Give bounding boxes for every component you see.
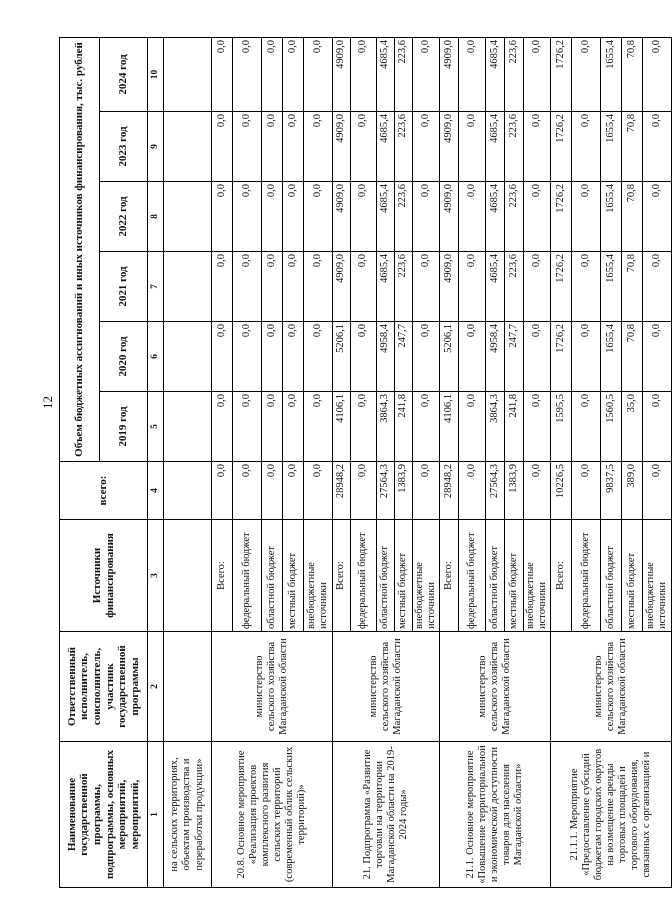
- column-number: 6: [148, 322, 164, 392]
- year-value-cell: 0,0: [643, 37, 672, 111]
- source-cell: федеральный бюджет: [459, 520, 486, 632]
- year-value-cell: 0,0: [413, 322, 440, 392]
- year-value-cell: 0,0: [459, 322, 486, 392]
- source-cell: местный бюджет: [283, 520, 304, 632]
- source-cell: федеральный бюджет: [572, 520, 601, 632]
- year-value-cell: 0,0: [524, 112, 551, 182]
- table-row: [440, 37, 459, 887]
- total-cell: 28948,2: [440, 462, 459, 520]
- year-value-cell: 0,0: [212, 112, 233, 182]
- year-value-cell: 0,0: [413, 37, 440, 111]
- year-value-cell: 4685,4: [486, 112, 505, 182]
- year-value-cell: 0,0: [304, 252, 333, 322]
- year-value-cell: 0,0: [643, 252, 672, 322]
- year-value-cell: 223,6: [505, 182, 524, 252]
- source-cell: областной бюджет: [486, 520, 505, 632]
- year-value-cell: 0,0: [233, 37, 262, 111]
- year-value-cell: 223,6: [505, 37, 524, 111]
- executor-cell: министерство сельского хозяйства Магаданской области: [551, 632, 672, 742]
- table-row: [164, 37, 212, 887]
- column-number: 2: [148, 632, 164, 742]
- year-value-cell: 5206,1: [440, 322, 459, 392]
- table-row: [333, 37, 351, 887]
- year-value-cell: 0,0: [233, 252, 262, 322]
- program-name-cell: 20.8. Основное мероприятие «Реализация проектов комплексного развития сельских территорий (современный облик сельских территорий)»: [212, 742, 333, 888]
- year-value-cell: 4685,4: [486, 182, 505, 252]
- year-value-cell: 3864,3: [486, 392, 505, 462]
- year-value-cell: 0,0: [643, 322, 672, 392]
- total-cell: 0,0: [304, 462, 333, 520]
- year-value-cell: 223,6: [395, 37, 413, 111]
- year-value-cell: 0,0: [212, 322, 233, 392]
- column-number: 7: [148, 252, 164, 322]
- year-value-cell: 0,0: [233, 322, 262, 392]
- header-year: 2024 год: [100, 37, 148, 111]
- year-value-cell: 0,0: [262, 392, 283, 462]
- table-body: [164, 37, 672, 887]
- year-value-cell: 0,0: [459, 392, 486, 462]
- header-year: 2021 год: [100, 252, 148, 322]
- year-value-cell: 0,0: [524, 37, 551, 111]
- year-value-cell: 4685,4: [377, 112, 395, 182]
- year-value-cell: 0,0: [283, 37, 304, 111]
- year-value-cell: 70,8: [622, 37, 643, 111]
- total-cell: 28948,2: [333, 462, 351, 520]
- year-value-cell: 4909,0: [333, 182, 351, 252]
- year-value-cell: 70,8: [622, 252, 643, 322]
- year-value-cell: 0,0: [643, 112, 672, 182]
- year-value-cell: 1726,2: [551, 112, 572, 182]
- year-value-cell: 4106,1: [333, 392, 351, 462]
- year-value-cell: 0,0: [283, 392, 304, 462]
- header-year: 2020 год: [100, 322, 148, 392]
- year-value-cell: 1560,5: [601, 392, 622, 462]
- year-value-cell: 0,0: [351, 322, 377, 392]
- executor-cell: [164, 632, 212, 742]
- header-year: 2022 год: [100, 182, 148, 252]
- year-value-cell: 0,0: [262, 112, 283, 182]
- year-value-cell: 0,0: [262, 182, 283, 252]
- year-value-cell: 0,0: [351, 112, 377, 182]
- year-value-cell: 4909,0: [333, 112, 351, 182]
- year-value-cell: 247,7: [505, 322, 524, 392]
- year-value-cell: 0,0: [413, 112, 440, 182]
- year-value-cell: 0,0: [572, 37, 601, 111]
- executor-cell: министерство сельского хозяйства Магаданской области: [212, 632, 333, 742]
- year-value-cell: 0,0: [212, 37, 233, 111]
- year-value-cell: 70,8: [622, 112, 643, 182]
- year-value-cell: 0,0: [572, 392, 601, 462]
- year-value-cell: 0,0: [304, 112, 333, 182]
- year-value-cell: 1655,4: [601, 252, 622, 322]
- column-number: 8: [148, 182, 164, 252]
- year-value-cell: 223,6: [395, 112, 413, 182]
- total-cell: 0,0: [524, 462, 551, 520]
- year-value-cell: 4685,4: [377, 37, 395, 111]
- total-cell: 0,0: [262, 462, 283, 520]
- year-value-cell: 0,0: [212, 182, 233, 252]
- year-value-cell: 4106,1: [440, 392, 459, 462]
- year-value-cell: 0,0: [413, 252, 440, 322]
- year-value-cell: 0,0: [572, 112, 601, 182]
- table-row: [551, 37, 572, 887]
- table-row: [212, 37, 233, 887]
- year-value-cell: 4685,4: [377, 252, 395, 322]
- year-value-cell: 0,0: [524, 322, 551, 392]
- year-value-cell: 4909,0: [440, 37, 459, 111]
- year-value-cell: 4685,4: [486, 37, 505, 111]
- source-cell: Всего:: [333, 520, 351, 632]
- total-cell: 0,0: [351, 462, 377, 520]
- year-value-cell: 35,0: [622, 392, 643, 462]
- header-year: 2023 год: [100, 112, 148, 182]
- year-value-cell: 0,0: [283, 112, 304, 182]
- year-value-cell: 0,0: [212, 252, 233, 322]
- year-value-cell: [164, 182, 212, 252]
- year-value-cell: 1655,4: [601, 182, 622, 252]
- column-number: 1: [148, 742, 164, 888]
- year-value-cell: 0,0: [233, 112, 262, 182]
- source-cell: областной бюджет: [262, 520, 283, 632]
- year-value-cell: 0,0: [351, 392, 377, 462]
- year-value-cell: 1726,2: [551, 37, 572, 111]
- year-value-cell: 1726,2: [551, 182, 572, 252]
- year-value-cell: 223,6: [505, 112, 524, 182]
- source-cell: Всего:: [440, 520, 459, 632]
- year-value-cell: 4958,4: [486, 322, 505, 392]
- year-value-cell: 0,0: [524, 182, 551, 252]
- source-cell: Всего:: [551, 520, 572, 632]
- year-value-cell: 0,0: [351, 252, 377, 322]
- column-number: 9: [148, 112, 164, 182]
- header-total: всего:: [60, 462, 148, 520]
- year-value-cell: 4909,0: [440, 182, 459, 252]
- year-value-cell: 0,0: [283, 322, 304, 392]
- total-cell: 1383,9: [505, 462, 524, 520]
- year-value-cell: 4685,4: [486, 252, 505, 322]
- year-value-cell: 0,0: [413, 182, 440, 252]
- year-value-cell: 241,8: [395, 392, 413, 462]
- program-name-cell: на сельских территориях, объектам производства и переработки продукции»: [164, 742, 212, 888]
- column-number: 4: [148, 462, 164, 520]
- total-cell: 0,0: [233, 462, 262, 520]
- year-value-cell: 0,0: [304, 37, 333, 111]
- source-cell: местный бюджет: [395, 520, 413, 632]
- year-value-cell: [164, 322, 212, 392]
- header-funding: Объем бюджетных ассигнований и иных источников финансирования, тыс. рублей: [60, 37, 100, 461]
- page-number: 12: [40, 396, 55, 409]
- total-cell: 0,0: [413, 462, 440, 520]
- year-value-cell: 223,6: [505, 252, 524, 322]
- year-value-cell: 3864,3: [377, 392, 395, 462]
- year-value-cell: 1655,4: [601, 112, 622, 182]
- year-value-cell: 0,0: [459, 182, 486, 252]
- year-value-cell: 0,0: [351, 182, 377, 252]
- year-value-cell: 1726,2: [551, 252, 572, 322]
- year-value-cell: 0,0: [262, 37, 283, 111]
- total-cell: 27564,3: [377, 462, 395, 520]
- source-cell: областной бюджет: [377, 520, 395, 632]
- program-name-cell: 21.1. Основное мероприятие «Повышение территориальной и экономической доступности товаров для населения Магаданской области»: [440, 742, 551, 888]
- year-value-cell: 4958,4: [377, 322, 395, 392]
- year-value-cell: 0,0: [233, 392, 262, 462]
- year-value-cell: 0,0: [524, 392, 551, 462]
- total-cell: 0,0: [459, 462, 486, 520]
- total-cell: 0,0: [283, 462, 304, 520]
- source-cell: внебюджетные источники: [413, 520, 440, 632]
- source-cell: внебюджетные источники: [643, 520, 672, 632]
- year-value-cell: 70,8: [622, 322, 643, 392]
- funding-table: [59, 37, 672, 888]
- year-value-cell: 223,6: [395, 252, 413, 322]
- year-value-cell: [164, 392, 212, 462]
- year-value-cell: 1655,4: [601, 322, 622, 392]
- year-value-cell: 0,0: [572, 182, 601, 252]
- year-value-cell: [164, 112, 212, 182]
- year-value-cell: 0,0: [304, 392, 333, 462]
- total-cell: 389,0: [622, 462, 643, 520]
- header-year: 2019 год: [100, 392, 148, 462]
- year-value-cell: 0,0: [572, 322, 601, 392]
- year-value-cell: 1595,5: [551, 392, 572, 462]
- year-value-cell: 0,0: [459, 252, 486, 322]
- year-value-cell: 0,0: [304, 322, 333, 392]
- column-number: 5: [148, 392, 164, 462]
- year-value-cell: 0,0: [233, 182, 262, 252]
- year-value-cell: 4909,0: [440, 252, 459, 322]
- total-cell: 1383,9: [395, 462, 413, 520]
- source-cell: Всего:: [212, 520, 233, 632]
- total-cell: 27564,3: [486, 462, 505, 520]
- year-value-cell: 4909,0: [333, 252, 351, 322]
- year-value-cell: [164, 37, 212, 111]
- total-cell: 10226,5: [551, 462, 572, 520]
- year-value-cell: 4909,0: [333, 37, 351, 111]
- year-value-cell: 5206,1: [333, 322, 351, 392]
- year-value-cell: 0,0: [643, 182, 672, 252]
- header-sources: Источники финансирования: [60, 520, 148, 632]
- year-value-cell: 223,6: [395, 182, 413, 252]
- source-cell: внебюджетные источники: [524, 520, 551, 632]
- header-name: Наименование государственной программы, подпрограммы, основных мероприятий, мероприятий,: [60, 742, 148, 888]
- total-cell: 0,0: [212, 462, 233, 520]
- year-value-cell: 247,7: [395, 322, 413, 392]
- year-value-cell: 0,0: [459, 112, 486, 182]
- year-value-cell: 0,0: [283, 182, 304, 252]
- year-value-cell: 1655,4: [601, 37, 622, 111]
- year-value-cell: 241,8: [505, 392, 524, 462]
- source-cell: местный бюджет: [622, 520, 643, 632]
- header-executor: Ответственный исполнитель, соисполнитель, участник государственной программы: [60, 632, 148, 742]
- source-cell: федеральный бюджет: [233, 520, 262, 632]
- year-value-cell: 0,0: [643, 392, 672, 462]
- year-value-cell: 0,0: [572, 252, 601, 322]
- year-value-cell: 0,0: [413, 392, 440, 462]
- source-cell: областной бюджет: [601, 520, 622, 632]
- executor-cell: министерство сельского хозяйства Магаданской области: [333, 632, 440, 742]
- source-cell: федеральный бюджет: [351, 520, 377, 632]
- year-value-cell: 0,0: [283, 252, 304, 322]
- total-cell: 0,0: [572, 462, 601, 520]
- year-value-cell: 0,0: [212, 392, 233, 462]
- year-value-cell: 0,0: [351, 37, 377, 111]
- total-cell: 0,0: [643, 462, 672, 520]
- year-value-cell: 0,0: [304, 182, 333, 252]
- year-value-cell: 0,0: [262, 252, 283, 322]
- year-value-cell: 70,8: [622, 182, 643, 252]
- column-number: 10: [148, 37, 164, 111]
- program-name-cell: 21.1.1. Мероприятие «Предоставление субсидий бюджетам городских округов на возмещение аренды торговых площадей и торгового оборудования, связанных с организацией и: [551, 742, 672, 888]
- source-cell: местный бюджет: [505, 520, 524, 632]
- year-value-cell: 0,0: [524, 252, 551, 322]
- column-number: 3: [148, 520, 164, 632]
- total-cell: [164, 462, 212, 520]
- executor-cell: министерство сельского хозяйства Магаданской области: [440, 632, 551, 742]
- year-value-cell: 0,0: [262, 322, 283, 392]
- year-value-cell: [164, 252, 212, 322]
- year-value-cell: 4685,4: [377, 182, 395, 252]
- source-cell: [164, 520, 212, 632]
- source-cell: внебюджетные источники: [304, 520, 333, 632]
- program-name-cell: 21. Подпрограмма «Развитие торговли на территории Магаданской области на 2019-2024 годы»: [333, 742, 440, 888]
- year-value-cell: 1726,2: [551, 322, 572, 392]
- year-value-cell: 4909,0: [440, 112, 459, 182]
- year-value-cell: 0,0: [459, 37, 486, 111]
- total-cell: 9837,5: [601, 462, 622, 520]
- rotated-table-wrapper: [59, 38, 669, 888]
